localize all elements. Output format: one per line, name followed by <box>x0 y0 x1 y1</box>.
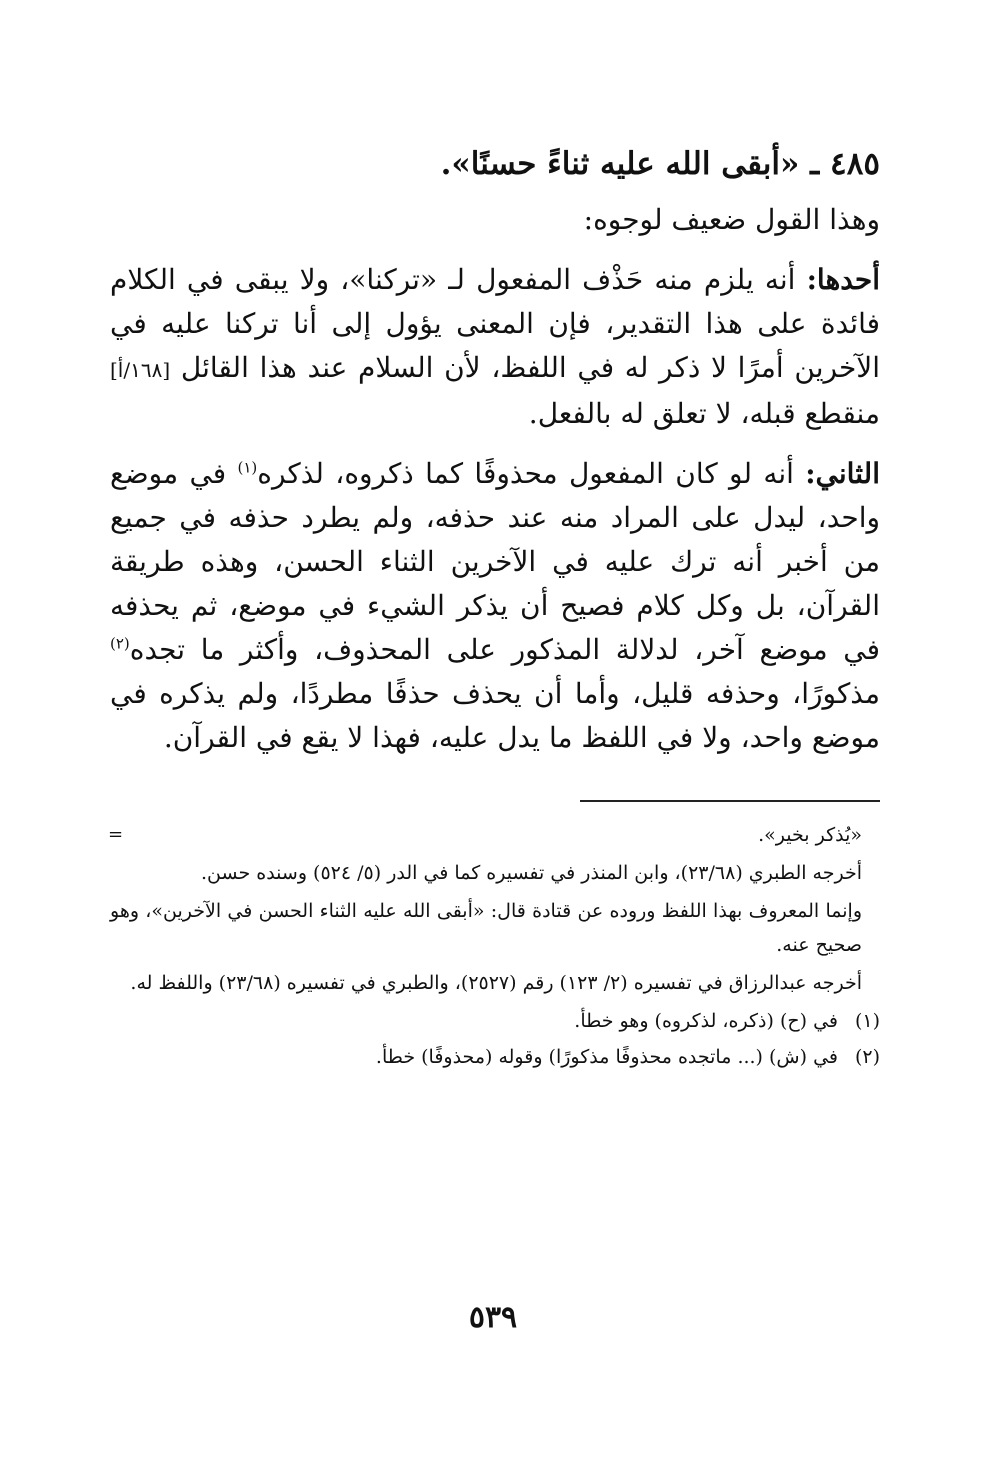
second-reason-text-3: مذكورًا، وحذفه قليل، وأما أن يحذف حذفًا مطردًا، ولم يذكره في موضع واحد، ولا في اللفظ ما يدل عليه، فهذا لا يقع في القرآن. <box>110 677 880 754</box>
entry-heading: ٤٨٥ ـ «أبقى الله عليه ثناءً حسنًا». <box>440 146 880 182</box>
folio-marker: [١٦٨/أ] <box>110 358 171 382</box>
footnote-number: (١) <box>854 1010 880 1032</box>
footnote-paragraph: «يُذكر بخير». <box>758 824 862 846</box>
page-number: ٥٣٩ <box>468 1300 518 1335</box>
footnote-text: في (ش) (... ماتجده محذوفًا مذكورًا) وقوله (محذوفًا) خطأ. <box>375 1046 838 1068</box>
continuation-mark: = <box>108 824 124 845</box>
footnote-continuation <box>110 818 880 1000</box>
second-reason-text-1: أنه لو كان المفعول محذوفًا كما ذكروه، لذكره <box>257 457 806 490</box>
page-body <box>110 140 880 1076</box>
first-reason-tail: منقطع قبله، لا تعلق له بالفعل. <box>528 397 880 430</box>
first-reason-text: أنه يلزم منه حَذْف المفعول لـ «تركنا»، ولا يبقى في الكلام فائدة على هذا التقدير، فإن المعنى يؤول إلى أنا تركنا عليه في الآخرين أمرًا لا ذكر له في اللفظ، لأن السلام عند هذا القائل <box>110 263 880 384</box>
footnote-text: في (ح) (ذكره، لذكروه) وهو خطأ. <box>574 1010 838 1032</box>
first-reason-lead: أحدها: <box>806 263 880 296</box>
second-reason-paragraph <box>110 452 880 760</box>
footnote-divider <box>580 800 880 802</box>
footnote-paragraph: وإنما المعروف بهذا اللفظ وروده عن قتادة قال: «أبقى الله عليه الثناء الحسن في الآخرين»، وهو صحيح عنه. <box>110 900 862 956</box>
footnote-ref-2[interactable]: (٢) <box>110 634 130 653</box>
second-reason-lead: الثاني: <box>805 457 880 490</box>
footnote-1 <box>110 1004 880 1038</box>
footnote-ref-1[interactable]: (١) <box>237 458 258 477</box>
footnote-number: (٢) <box>854 1046 880 1068</box>
footnote-paragraph: أخرجه عبدالرزاق في تفسيره (٢/ ١٢٣) رقم (٢٥٢٧)، والطبري في تفسيره (٢٣/٦٨) واللفظ له. <box>130 972 862 994</box>
intro-line: وهذا القول ضعيف لوجوه: <box>583 203 880 236</box>
second-reason-text-2: في موضع واحد، ليدل على المراد منه عند حذفه، ولم يطرد حذفه في جميع من أخبر أنه ترك عليه في الآخرين الثناء الحسن، وهذه طريقة القرآن، بل وكل كلام فصيح أن يذكر الشيء في موضع، ثم يحذفه في موضع آخر، لدلالة المذكور على المحذوف، وأكثر ما تجده <box>110 457 880 666</box>
first-reason-paragraph <box>110 258 880 436</box>
footnote-2 <box>110 1040 880 1074</box>
footnote-paragraph: أخرجه الطبري (٢٣/٦٨)، وابن المنذر في تفسيره كما في الدر (٥/ ٥٢٤) وسنده حسن. <box>201 862 862 884</box>
footnotes-section <box>110 818 880 1074</box>
